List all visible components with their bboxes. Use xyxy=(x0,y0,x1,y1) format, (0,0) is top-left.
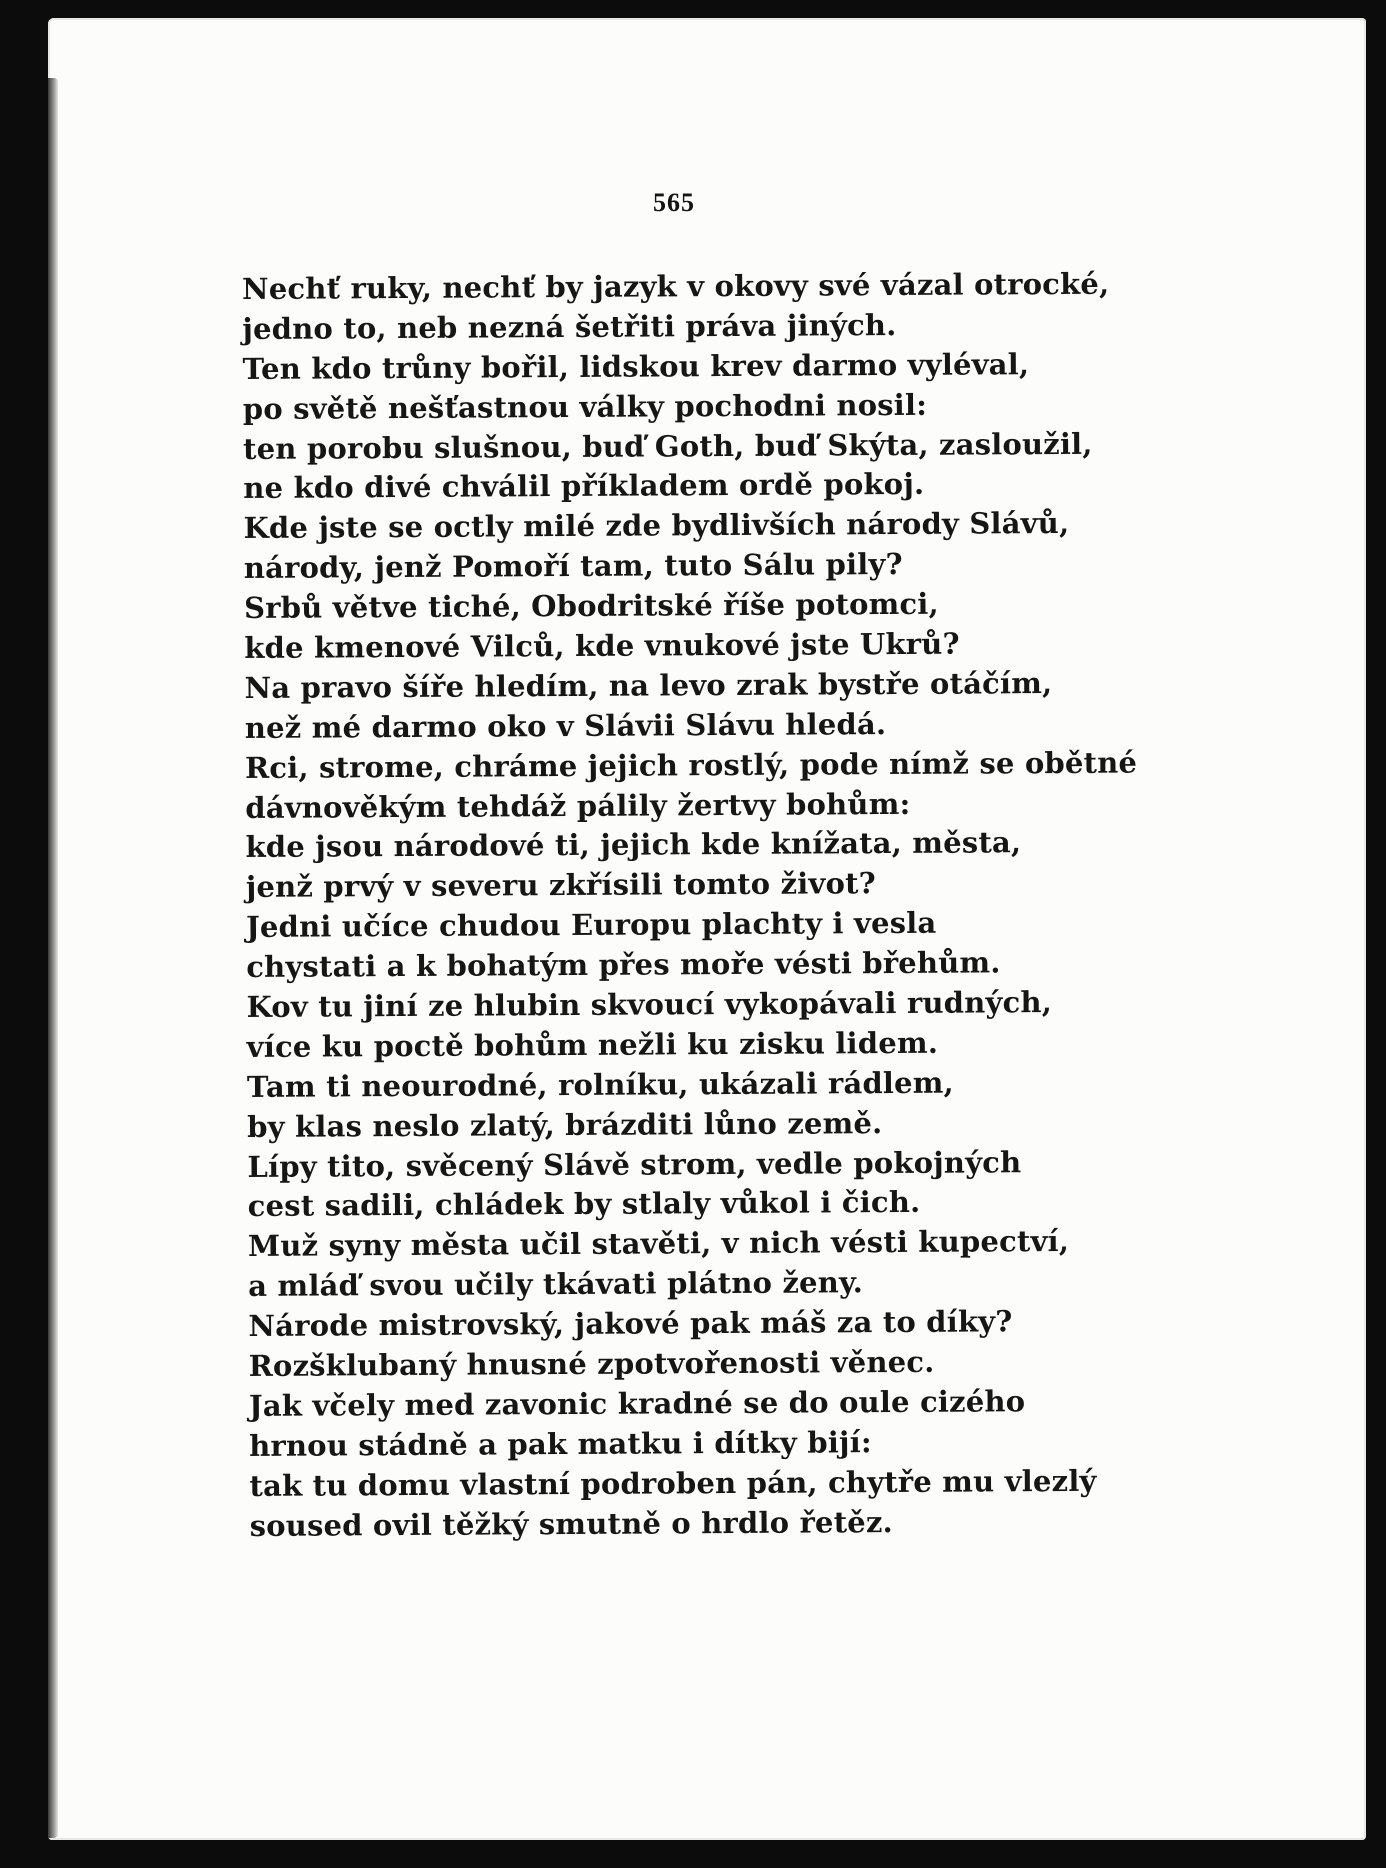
book-page xyxy=(48,18,1366,1840)
poem-line: po světě nešťastnou války pochodni nosil: xyxy=(242,387,928,426)
poem-line: Rci, strome, chráme jejich rostlý, pode nímž se obětné xyxy=(244,745,1138,785)
poem-line: Na pravo šíře hledím, na levo zrak bystře otáčím, xyxy=(244,665,1053,705)
poem-line: soused ovil těžký smutně o hrdlo řetěz. xyxy=(249,1504,893,1543)
poem-line: dávnověkým tehdáž pálily žertvy bohům: xyxy=(245,786,911,825)
poem-line: Srbů větve tiché, Obodritské říše potomci, xyxy=(243,586,939,626)
poem-line: jedno to, neb nezná šetřiti práva jiných. xyxy=(242,307,897,346)
poem-text xyxy=(242,265,1150,1547)
poem-line: a mláď svou učily tkávati plátno ženy. xyxy=(248,1265,864,1304)
poem-line: Národe mistrovský, jakové pak máš za to díky? xyxy=(248,1304,1013,1344)
poem-line: ne kdo divé chválil příkladem ordě pokoj. xyxy=(243,467,925,506)
poem-line: Rozšklubaný hnusné zpotvořenosti věnec. xyxy=(248,1344,935,1384)
poem-line: kde jsou národové ti, jejich kde knížata, města, xyxy=(245,825,1022,865)
poem-line: Ten kdo trůny bořil, lidskou krev darmo vyléval, xyxy=(242,346,1030,386)
poem-line: Kov tu jiní ze hlubin skvoucí vykopávali rudných, xyxy=(246,985,1053,1025)
poem-line: ten porobu slušnou, buď Goth, buď Skýta, zasloužil, xyxy=(242,426,1093,466)
poem-line: Muž syny města učil stavěti, v nich vésti kupectví, xyxy=(247,1224,1070,1264)
poem-line: Tam ti neourodné, rolníku, ukázali rádlem, xyxy=(246,1065,955,1104)
poem-line: by klas neslo zlatý, brázditi lůno země. xyxy=(247,1105,883,1144)
poem-line: cest sadili, chládek by stlaly vůkol i čich. xyxy=(247,1185,921,1224)
poem-line: jenž prvý v severu zkřísili tomto život? xyxy=(245,866,876,905)
poem-line: než mé darmo oko v Slávii Slávu hledá. xyxy=(244,706,887,745)
page-number: 565 xyxy=(653,188,695,217)
poem-line: hrnou stádně a pak matku i dítky bijí: xyxy=(249,1425,872,1463)
poem-line: Nechť ruky, nechť by jazyk v okovy své vázal otrocké, xyxy=(242,266,1110,306)
poem-line: kde kmenové Vilců, kde vnukové jste Ukrů? xyxy=(244,626,960,666)
poem-line: Jedni učíce chudou Europu plachty i vesla xyxy=(245,906,937,945)
page-edge-shadow xyxy=(48,78,58,1838)
poem-line: Jak včely med zavonic kradné se do oule cizého xyxy=(248,1384,1026,1423)
poem-line: tak tu domu vlastní podroben pán, chytře mu vlezlý xyxy=(249,1463,1097,1503)
poem-line: Kde jste se octly milé zde bydlivších národy Slávů, xyxy=(243,506,1070,546)
poem-line: národy, jenž Pomoří tam, tuto Sálu pily? xyxy=(243,547,903,586)
poem-line: chystati a k bohatým přes moře vésti břehům. xyxy=(246,945,1001,985)
poem-line: Lípy tito, svěcený Slávě strom, vedle pokojných xyxy=(247,1144,1022,1184)
poem-line: více ku poctě bohům nežli ku zisku lidem. xyxy=(246,1025,939,1064)
